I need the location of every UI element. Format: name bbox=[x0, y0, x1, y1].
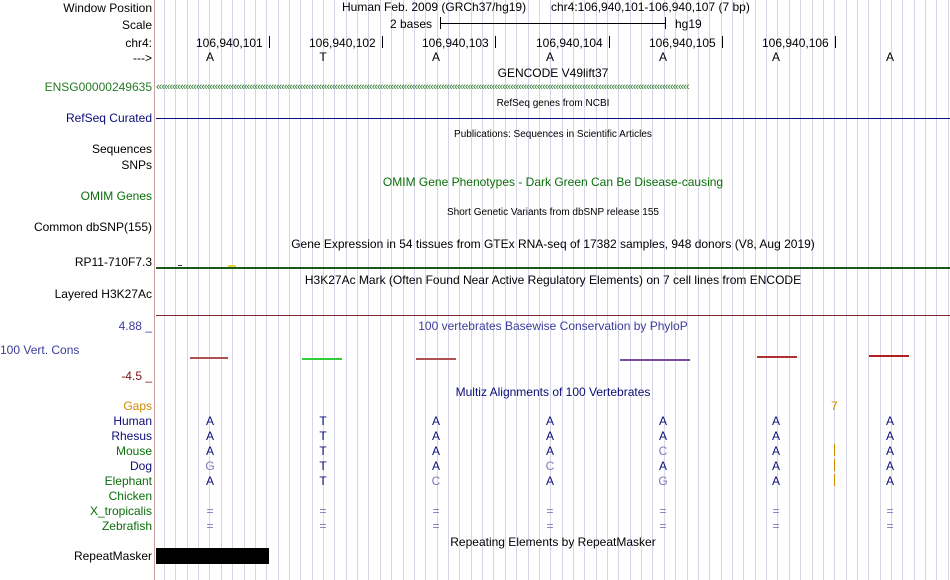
omim-track-title: OMIM Gene Phenotypes - Dark Green Can Be Disease-causing bbox=[382, 175, 724, 189]
aligned-base: A bbox=[885, 429, 894, 443]
multiz-track-title: Multiz Alignments of 100 Vertebrates bbox=[455, 385, 651, 399]
aligned-base: = bbox=[886, 504, 894, 518]
repeatmasker-track-title: Repeating Elements by RepeatMasker bbox=[450, 535, 656, 549]
aligned-base: A bbox=[771, 459, 780, 473]
coordinate-tick bbox=[609, 36, 610, 48]
aligned-base: G bbox=[658, 474, 668, 488]
dbsnp-label[interactable]: Common dbSNP(155) bbox=[33, 220, 152, 234]
gencode-track-title: GENCODE V49lift37 bbox=[497, 66, 609, 80]
scale-bar-right-tick bbox=[665, 17, 666, 29]
strand-arrow-label: ---> bbox=[133, 51, 152, 65]
aligned-base: A bbox=[431, 444, 440, 458]
gap-marker bbox=[834, 459, 835, 471]
coordinate-tick bbox=[835, 36, 836, 48]
aligned-base: = bbox=[319, 504, 327, 518]
aligned-base: = bbox=[432, 519, 440, 533]
species-label[interactable]: Chicken bbox=[108, 489, 152, 503]
cons-score-bar bbox=[869, 355, 909, 357]
reference-base: A bbox=[658, 50, 667, 64]
publications-label[interactable]: Sequences bbox=[91, 142, 152, 156]
cons-label[interactable]: 100 Vert. Cons bbox=[0, 343, 80, 357]
publications-track-title: Publications: Sequences in Scientific Articles bbox=[454, 129, 652, 140]
scale-bar-left-tick bbox=[440, 17, 441, 29]
cons-score-bar bbox=[190, 357, 228, 359]
coordinate-tick-label: 106,940,106 bbox=[762, 36, 829, 50]
coordinate-tick-label: 106,940,104 bbox=[536, 36, 603, 50]
aligned-base: = bbox=[659, 519, 667, 533]
gtex-expression-bar bbox=[178, 265, 182, 266]
aligned-base: = bbox=[886, 519, 894, 533]
species-label[interactable]: X_tropicalis bbox=[89, 504, 152, 518]
cons-min-value: -4.5 _ bbox=[121, 369, 152, 383]
species-label[interactable]: Elephant bbox=[104, 474, 152, 488]
aligned-base: G bbox=[205, 459, 215, 473]
coordinate-tick bbox=[382, 36, 383, 48]
aligned-base: T bbox=[319, 429, 327, 443]
cons-score-bar bbox=[620, 359, 690, 361]
aligned-base: A bbox=[545, 429, 554, 443]
aligned-base: A bbox=[205, 474, 214, 488]
species-label[interactable]: Mouse bbox=[115, 444, 152, 458]
aligned-base: C bbox=[658, 444, 668, 458]
coordinate-tick-label: 106,940,101 bbox=[196, 36, 263, 50]
aligned-base: T bbox=[319, 474, 327, 488]
reference-base: A bbox=[885, 50, 894, 64]
aligned-base: A bbox=[885, 414, 894, 428]
aligned-base: A bbox=[658, 414, 667, 428]
h3k27ac-label[interactable]: Layered H3K27Ac bbox=[54, 287, 152, 301]
gaps-label: Gaps bbox=[123, 399, 152, 413]
coordinate-tick bbox=[722, 36, 723, 48]
aligned-base: = bbox=[206, 519, 214, 533]
aligned-base: A bbox=[771, 474, 780, 488]
window-position-label: Window Position bbox=[63, 1, 152, 15]
aligned-base: A bbox=[771, 444, 780, 458]
scale-db: hg19 bbox=[675, 17, 702, 31]
gtex-expression-bar bbox=[228, 265, 236, 267]
aligned-base: A bbox=[205, 429, 214, 443]
scale-text: 2 bases bbox=[390, 17, 433, 31]
aligned-base: A bbox=[658, 459, 667, 473]
scale-label: Scale bbox=[121, 18, 152, 32]
species-label[interactable]: Zebrafish bbox=[101, 519, 152, 533]
assembly-title: Human Feb. 2009 (GRCh37/hg19) bbox=[342, 0, 527, 14]
coordinate-tick-label: 106,940,105 bbox=[649, 36, 716, 50]
repeatmasker-label[interactable]: RepeatMasker bbox=[73, 549, 152, 563]
cons-score-bar bbox=[302, 358, 342, 360]
aligned-base: A bbox=[545, 474, 554, 488]
cons-track-title: 100 vertebrates Basewise Conservation by PhyloP bbox=[418, 319, 688, 333]
scale-bar bbox=[440, 23, 666, 24]
aligned-base: T bbox=[319, 444, 327, 458]
aligned-base: A bbox=[885, 459, 894, 473]
coordinate-tick bbox=[495, 36, 496, 48]
reference-base: A bbox=[431, 50, 440, 64]
reference-base: A bbox=[545, 50, 554, 64]
cons-score-bar bbox=[416, 358, 456, 360]
coordinate-tick bbox=[269, 36, 270, 48]
reference-base: T bbox=[319, 50, 327, 64]
species-label[interactable]: Human bbox=[113, 414, 152, 428]
aligned-base: = bbox=[432, 504, 440, 518]
gencode-gene-feature[interactable]: ‹‹‹‹‹‹‹‹‹‹‹‹‹‹‹‹‹‹‹‹‹‹‹‹‹‹‹‹‹‹‹‹‹‹‹‹‹‹‹‹‹‹‹‹‹‹‹‹‹‹‹‹‹‹‹‹‹‹‹‹‹‹‹‹‹‹‹‹‹‹‹‹‹‹‹‹‹‹‹‹‹‹‹‹‹‹‹‹‹‹‹‹‹‹‹‹‹‹‹‹‹‹‹‹‹‹‹‹‹‹‹‹‹‹‹‹‹‹‹‹‹‹‹‹‹‹‹‹‹‹‹‹‹‹‹‹‹‹‹‹‹‹‹‹‹‹‹‹‹‹‹‹‹‹‹‹‹‹‹‹‹‹‹‹‹‹‹‹‹‹‹‹‹‹‹‹‹‹‹‹‹‹‹‹‹‹‹‹‹‹‹‹‹‹‹‹‹‹‹‹ bbox=[156, 81, 689, 93]
label-panel-border bbox=[154, 0, 155, 580]
aligned-base: = bbox=[772, 519, 780, 533]
gap-marker bbox=[834, 444, 835, 456]
aligned-base: A bbox=[545, 414, 554, 428]
aligned-base: A bbox=[431, 429, 440, 443]
snps-label[interactable]: SNPs bbox=[121, 158, 152, 172]
aligned-base: C bbox=[431, 474, 441, 488]
gap-marker bbox=[834, 474, 835, 486]
aligned-base: A bbox=[771, 414, 780, 428]
gtex-gene-label[interactable]: RP11-710F7.3 bbox=[74, 255, 152, 269]
coordinate-tick-label: 106,940,103 bbox=[422, 36, 489, 50]
dbsnp-track-title: Short Genetic Variants from dbSNP release 155 bbox=[447, 207, 659, 218]
coordinate-tick-label: 106,940,102 bbox=[309, 36, 376, 50]
gaps-value: 7 bbox=[831, 399, 838, 413]
aligned-base: C bbox=[545, 459, 555, 473]
species-label[interactable]: Dog bbox=[129, 459, 152, 473]
gtex-track-title: Gene Expression in 54 tissues from GTEx RNA-seq of 17382 samples, 948 donors (V8, Aug 2019) bbox=[291, 237, 815, 251]
cons-max-value: 4.88 _ bbox=[118, 319, 152, 333]
omim-label[interactable]: OMIM Genes bbox=[80, 189, 152, 203]
aligned-base: A bbox=[205, 414, 214, 428]
aligned-base: = bbox=[659, 504, 667, 518]
aligned-base: A bbox=[545, 444, 554, 458]
aligned-base: = bbox=[546, 519, 554, 533]
cons-score-bar bbox=[757, 356, 797, 358]
gtex-expression-baseline[interactable] bbox=[156, 267, 950, 269]
aligned-base: A bbox=[431, 414, 440, 428]
aligned-base: A bbox=[885, 474, 894, 488]
refseq-gene-feature[interactable] bbox=[156, 118, 950, 119]
chr-label: chr4: bbox=[125, 36, 152, 50]
aligned-base: A bbox=[885, 444, 894, 458]
aligned-base: T bbox=[319, 459, 327, 473]
refseq-label[interactable]: RefSeq Curated bbox=[65, 111, 152, 125]
aligned-base: A bbox=[205, 444, 214, 458]
aligned-base: T bbox=[319, 414, 327, 428]
reference-base: A bbox=[771, 50, 780, 64]
aligned-base: = bbox=[772, 504, 780, 518]
species-label[interactable]: Rhesus bbox=[111, 429, 152, 443]
position-readout: chr4:106,940,101-106,940,107 (7 bp) bbox=[551, 0, 750, 14]
repeatmasker-element[interactable] bbox=[156, 548, 269, 564]
aligned-base: A bbox=[658, 429, 667, 443]
reference-base: A bbox=[205, 50, 214, 64]
gencode-gene-label[interactable]: ENSG00000249635 bbox=[44, 80, 152, 94]
aligned-base: = bbox=[319, 519, 327, 533]
aligned-base: A bbox=[431, 459, 440, 473]
h3k27ac-track-title: H3K27Ac Mark (Often Found Near Active Regulatory Elements) on 7 cell lines from ENCODE bbox=[304, 273, 802, 287]
aligned-base: = bbox=[206, 504, 214, 518]
aligned-base: A bbox=[771, 429, 780, 443]
refseq-track-title: RefSeq genes from NCBI bbox=[496, 98, 610, 109]
h3k27ac-signal-baseline bbox=[156, 315, 950, 316]
aligned-base: = bbox=[546, 504, 554, 518]
